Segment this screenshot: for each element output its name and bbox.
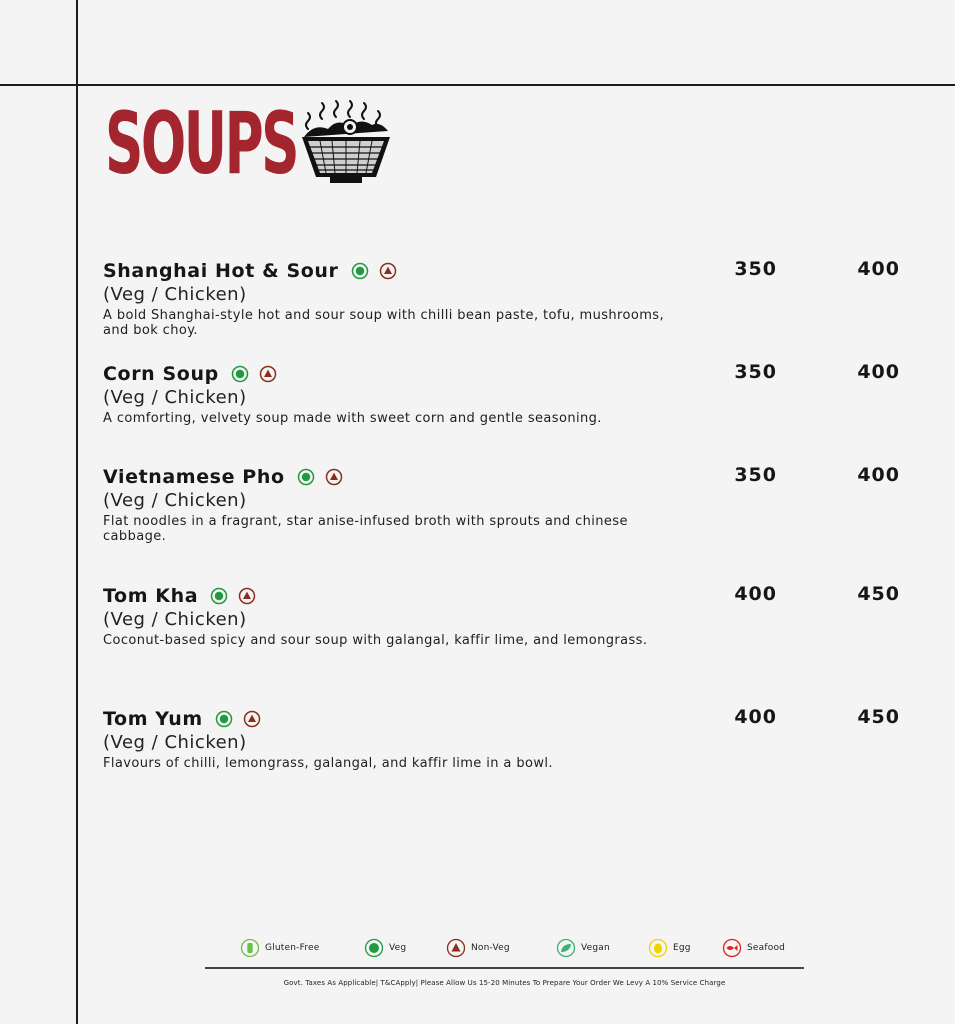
vertical-rule <box>76 0 78 1024</box>
veg-icon <box>297 468 315 486</box>
menu-item <box>103 706 723 771</box>
price-veg: 400 <box>734 706 777 728</box>
legend-veg <box>364 937 406 959</box>
legend-label: Egg <box>673 943 691 953</box>
price-chicken: 400 <box>857 361 900 383</box>
non-veg-icon <box>379 262 397 280</box>
legend-label: Veg <box>389 943 407 953</box>
item-description: Coconut-based spicy and sour soup with galangal, kaffir lime, and lemongrass. <box>103 633 648 648</box>
legend-label: Non-Veg <box>471 943 510 953</box>
section-title: SOUPS <box>105 94 298 194</box>
price-chicken: 450 <box>857 583 900 605</box>
menu-item <box>103 583 723 648</box>
fish-icon <box>722 938 742 958</box>
menu-item <box>103 464 723 544</box>
item-name: Shanghai Hot & Sour <box>103 260 339 282</box>
item-name: Tom Kha <box>103 585 199 607</box>
price-chicken: 400 <box>857 258 900 280</box>
item-name: Tom Yum <box>103 708 203 730</box>
footer-note: Govt. Taxes As Applicable| T&CApply| Please Allow Us 15-20 Minutes To Prepare Your Order We Levy A 10% Service Charge <box>283 979 726 987</box>
item-description: A bold Shanghai-style hot and sour soup with chilli bean paste, tofu, mushrooms, and bok choy. <box>103 308 664 338</box>
menu-item <box>103 361 723 426</box>
item-description: Flat noodles in a fragrant, star anise-infused broth with sprouts and chinese cabbage. <box>103 514 628 544</box>
legend-egg <box>648 937 691 959</box>
legend-label: Vegan <box>581 943 610 953</box>
egg-icon <box>648 938 668 958</box>
price-chicken: 400 <box>857 464 900 486</box>
item-variant: (Veg / Chicken) <box>103 609 247 630</box>
item-name: Vietnamese Pho <box>103 466 285 488</box>
item-name: Corn Soup <box>103 363 219 385</box>
price-veg: 350 <box>734 258 777 280</box>
legend-label: Seafood <box>747 943 786 953</box>
noodle-bowl-icon <box>300 97 392 185</box>
horizontal-rule <box>0 84 955 86</box>
veg-icon <box>231 365 249 383</box>
legend-non-veg <box>446 937 510 959</box>
non-veg-icon <box>259 365 277 383</box>
legend-vegan <box>556 937 610 959</box>
dietary-legend <box>0 937 955 959</box>
item-variant: (Veg / Chicken) <box>103 387 247 408</box>
price-chicken: 450 <box>857 706 900 728</box>
legend-seafood <box>722 937 785 959</box>
non-veg-icon <box>446 938 466 958</box>
vegan-leaf-icon <box>556 938 576 958</box>
gluten-free-icon <box>240 938 260 958</box>
non-veg-icon <box>238 587 256 605</box>
legend-label: Gluten-Free <box>265 943 320 953</box>
item-variant: (Veg / Chicken) <box>103 490 247 511</box>
non-veg-icon <box>243 710 261 728</box>
item-description: Flavours of chilli, lemongrass, galangal, and kaffir lime in a bowl. <box>103 756 553 771</box>
item-variant: (Veg / Chicken) <box>103 732 247 753</box>
footer-divider <box>205 967 804 969</box>
veg-icon <box>215 710 233 728</box>
item-variant: (Veg / Chicken) <box>103 284 247 305</box>
price-veg: 400 <box>734 583 777 605</box>
legend-gluten-free <box>240 937 320 959</box>
menu-item <box>103 258 723 338</box>
price-veg: 350 <box>734 464 777 486</box>
non-veg-icon <box>325 468 343 486</box>
veg-icon <box>351 262 369 280</box>
item-description: A comforting, velvety soup made with sweet corn and gentle seasoning. <box>103 411 602 426</box>
price-veg: 350 <box>734 361 777 383</box>
veg-icon <box>210 587 228 605</box>
veg-icon <box>364 938 384 958</box>
